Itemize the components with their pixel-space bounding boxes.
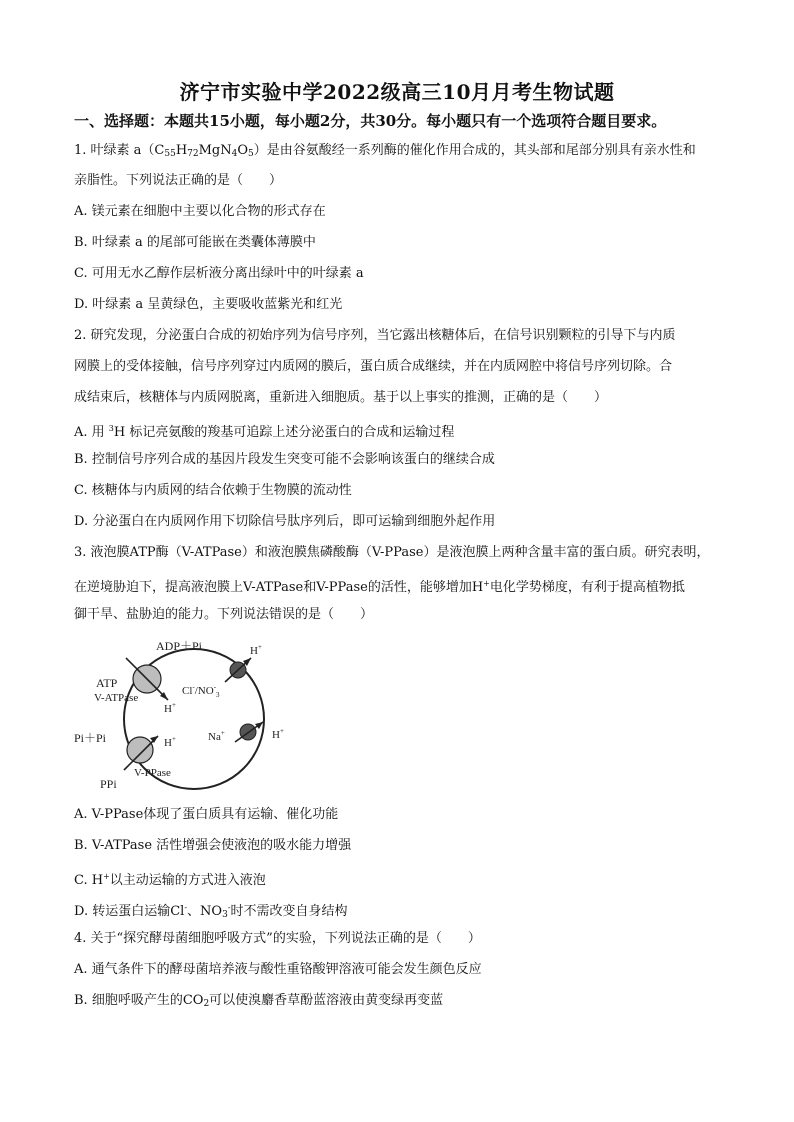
q4-option-b: B. 细胞呼吸产生的$CO_2$可以使溴麝香草酚蓝溶液由黄变绿再变蓝 <box>74 993 444 1009</box>
label-h-plus-top: H+ <box>250 643 262 657</box>
q2-stem-line-3: 成结束后，核糖体与内质网脱离，重新进入细胞质。基于以上事实的推测，正确的是（ ） <box>74 390 608 405</box>
q3-option-c: C. H+以主动运输的方式进入液泡 <box>74 872 266 888</box>
q4-stem-line-1: 4. 关于“探究酵母菌细胞呼吸方式”的实验，下列说法正确的是（ ） <box>74 931 481 946</box>
q4-option-a: A. 通气条件下的酵母菌培养液与酸性重铬酸钾溶液可能会发生颜色反应 <box>74 962 482 977</box>
q1-stem-line-2: 亲脂性。下列说法正确的是（ ） <box>74 173 283 188</box>
q3-option-d: D. 转运蛋白运输Cl-、$NO_3^-$时不需改变自身结构 <box>74 903 348 920</box>
label-v-atpase: V-ATPase <box>94 692 139 704</box>
label-cl-no3: $Cl^-/NO^-_3$ <box>182 683 220 699</box>
q2-stem-line-1: 2. 研究发现，分泌蛋白合成的初始序列为信号序列，当它露出核糖体后，在信号识别颗粒的引导下与内质 <box>74 328 676 343</box>
label-h-plus-right: H+ <box>272 727 284 741</box>
q3-option-b: B. V-ATPase 活性增强会使液泡的吸水能力增强 <box>74 838 352 853</box>
q2-option-d: D. 分泌蛋白在内质网作用下切除信号肽序列后，即可运输到细胞外起作用 <box>74 514 496 529</box>
q1-option-d: D. 叶绿素 a 呈黄绿色，主要吸收蓝紫光和红光 <box>74 297 343 312</box>
label-v-ppase: V-PPase <box>134 767 171 779</box>
section-heading: 一、选择题：本题共15小题，每小题2分，共30分。每小题只有一个选项符合题目要求。 <box>74 112 667 130</box>
q1-stem-line-1: 1. 叶绿素 $a(C_{55}H_{72}MgN_4O_5)$是由谷氨酸经一系列酶的催化作用合成的，其头部和尾部分别具有亲水性和 <box>74 143 696 159</box>
q2-option-c: C. 核糖体与内质网的结合依赖于生物膜的流动性 <box>74 483 352 498</box>
q2-option-b: B. 控制信号序列合成的基因片段发生突变可能不会影响该蛋白的继续合成 <box>74 452 495 467</box>
q2-stem-line-2: 网膜上的受体接触，信号序列穿过内质网的膜后，蛋白质合成继续，并在内质网腔中将信号序列切除。合 <box>74 359 673 374</box>
label-pi-pi: Pi＋Pi <box>74 731 107 745</box>
q3-stem-line-3: 御干旱、盐胁迫的能力。下列说法错误的是（ ） <box>74 607 374 622</box>
q1-option-c: C. 可用无水乙醇作层析液分离出绿叶中的叶绿素 a <box>74 266 364 281</box>
q3-stem-line-2: 在逆境胁迫下，提高液泡膜上V-ATPase和V-PPase的活性，能够增加H+电化学势梯度，有利于提高植物抵 <box>74 579 685 595</box>
label-atp: ATP <box>96 676 118 690</box>
q1-option-a: A. 镁元素在细胞中主要以化合物的形式存在 <box>74 204 326 219</box>
label-adp-pi: ADP＋Pi <box>156 639 203 653</box>
q3-stem-line-1: 3. 液泡膜ATP酶（V-ATPase）和液泡膜焦磷酸酶（V-PPase）是液泡膜上两种含量丰富的蛋白质。研究表明， <box>74 545 710 560</box>
label-na-plus: Na+ <box>208 729 225 743</box>
v-ppase-protein <box>127 737 153 763</box>
exam-title: 济宁市实验中学2022级高三10月月考生物试题 <box>179 80 615 104</box>
vacuole-membrane-diagram <box>70 636 300 794</box>
q3-option-a: A. V-PPase体现了蛋白质具有运输、催化功能 <box>74 807 339 822</box>
label-ppi: PPi <box>100 777 117 791</box>
q1-option-b: B. 叶绿素 a 的尾部可能嵌在类囊体薄膜中 <box>74 235 316 250</box>
q2-option-a: A. 用 $^3$H 标记亮氨酸的羧基可追踪上述分泌蛋白的合成和运输过程 <box>74 424 455 440</box>
label-h-plus-ppase: H+ <box>164 735 176 749</box>
label-h-plus-atpase: H+ <box>164 701 176 715</box>
